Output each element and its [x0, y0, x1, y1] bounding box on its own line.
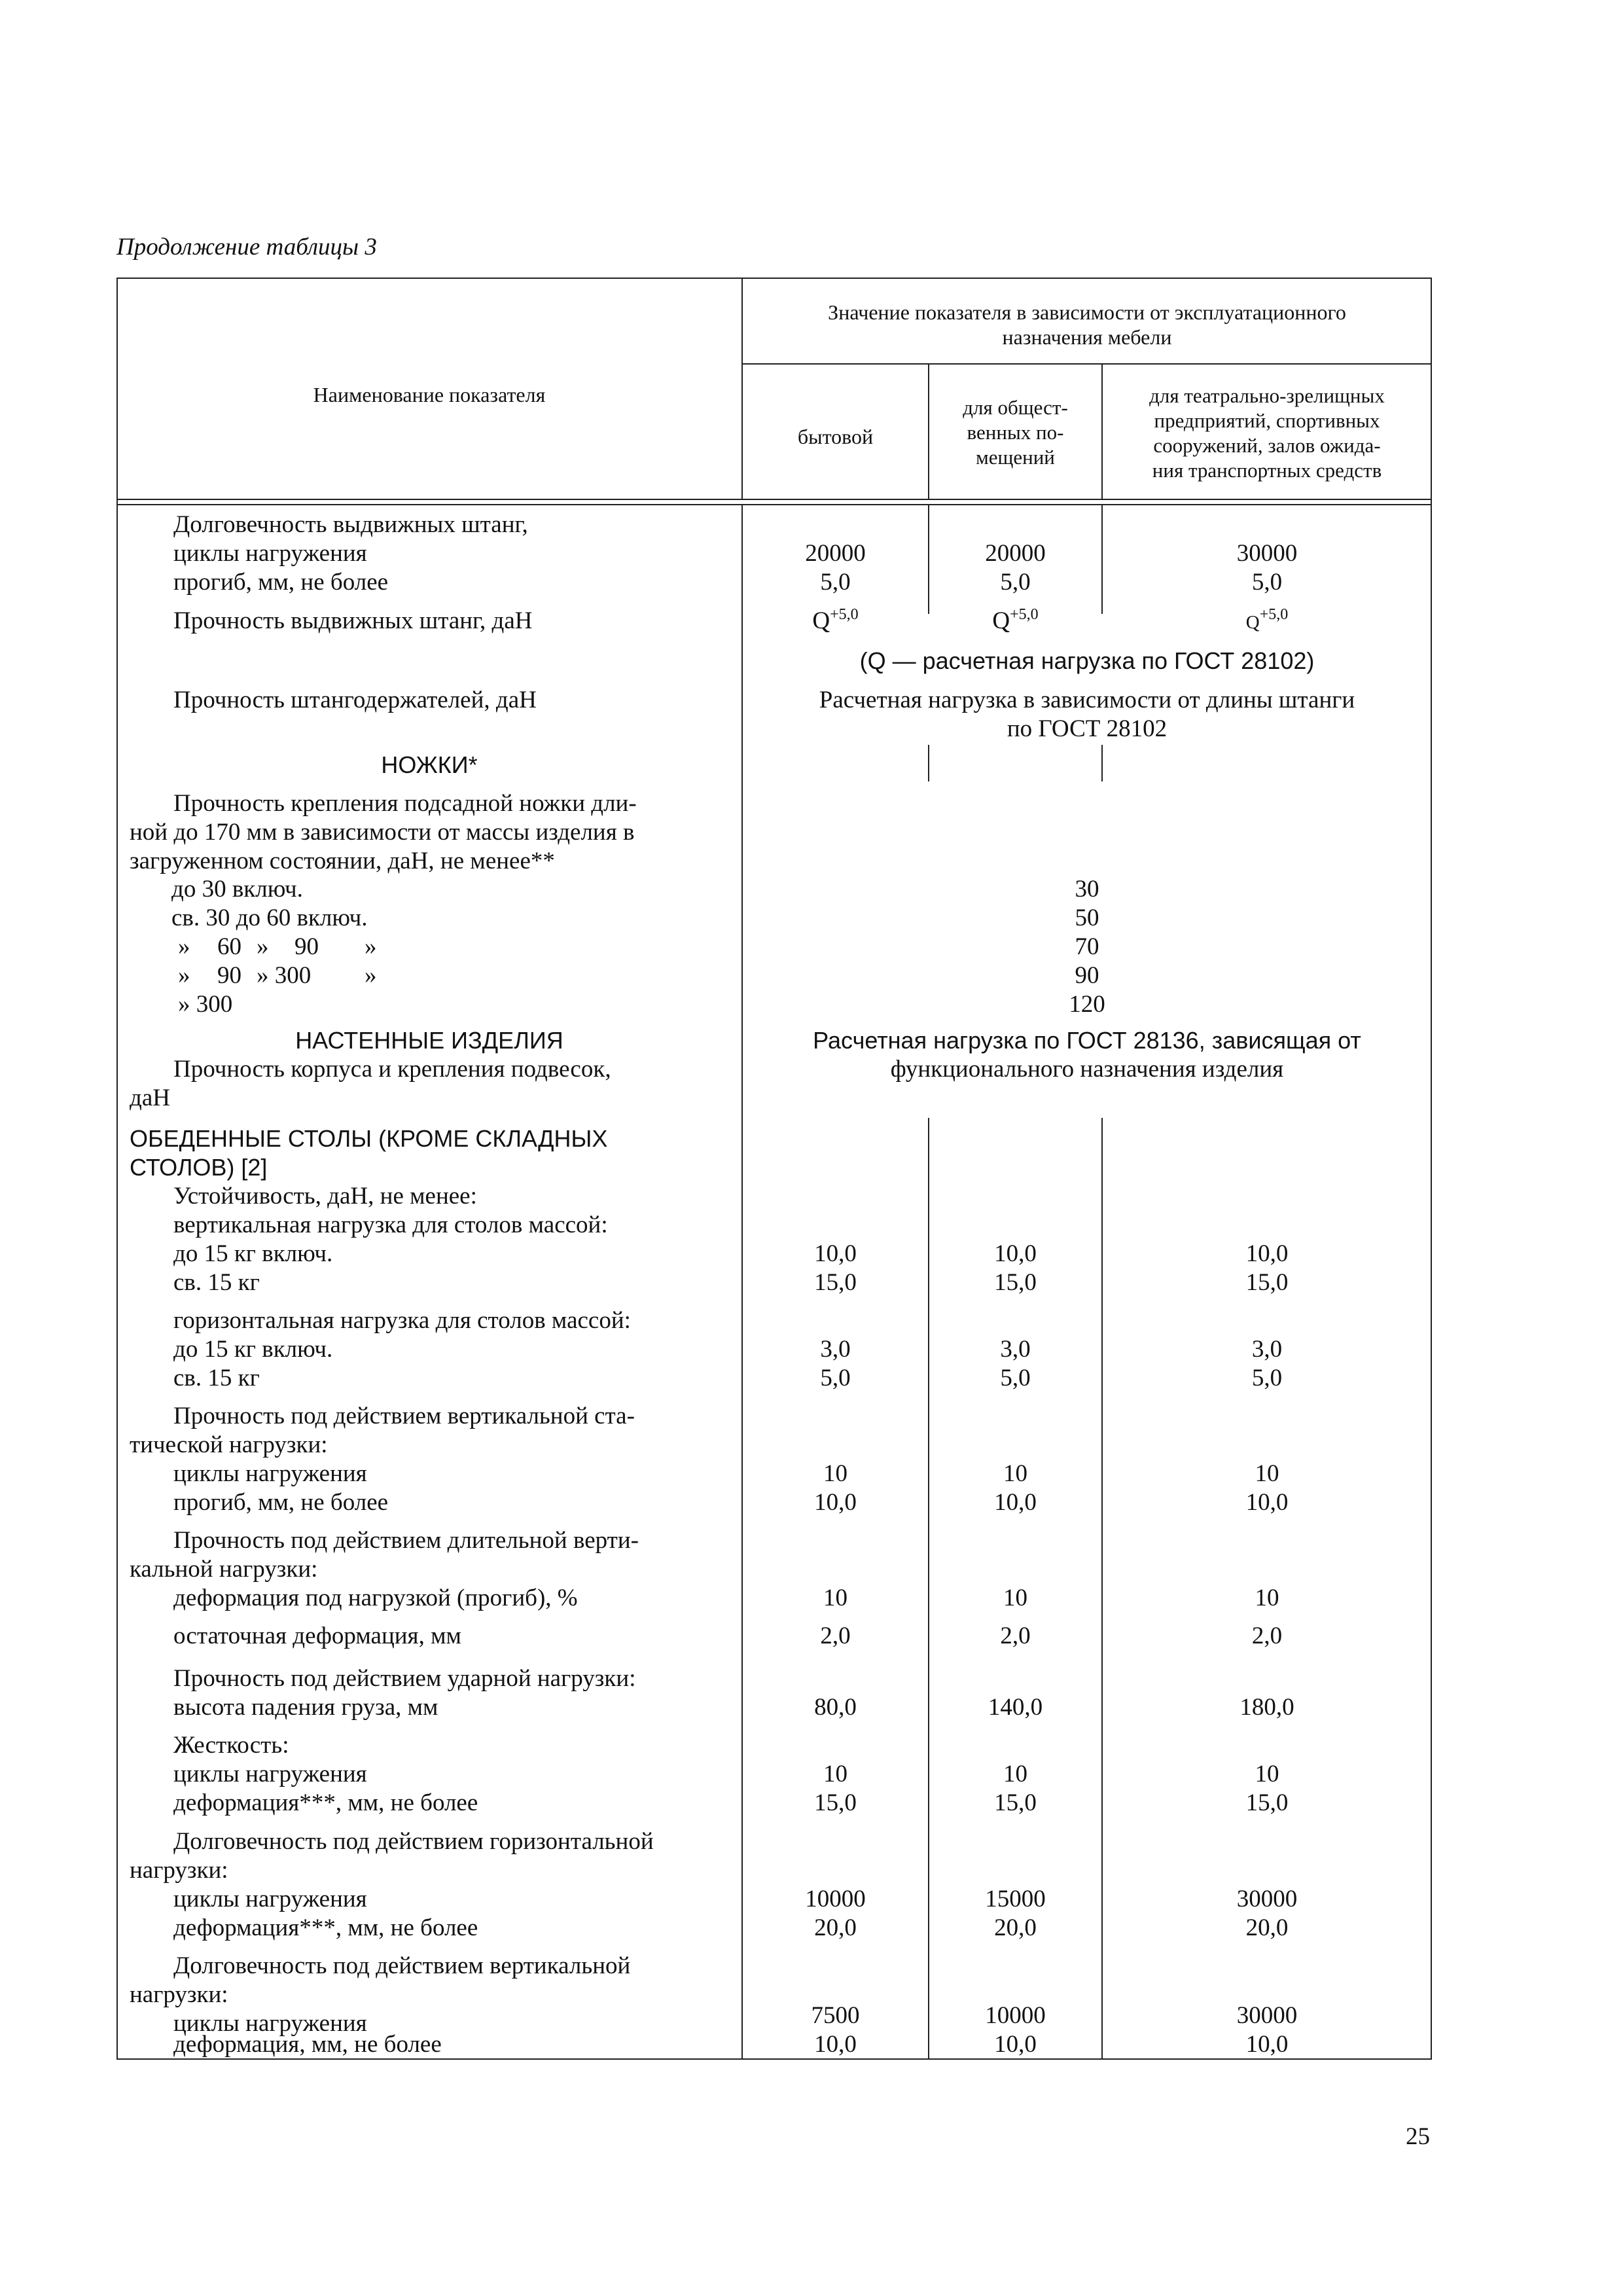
row-label: св. 15 кг	[173, 1269, 260, 1296]
cell: 10	[1003, 1460, 1027, 1487]
row-label: циклы нагружения	[173, 2010, 367, 2037]
cell: 2,0	[1000, 1623, 1031, 1649]
cell: 20,0	[814, 1914, 857, 1941]
row-label: циклы нагружения	[173, 540, 367, 567]
range-label: до 30 включ.	[171, 876, 303, 903]
cell: 10	[823, 1460, 847, 1487]
section-title: ОБЕДЕННЫЕ СТОЛЫ (КРОМЕ СКЛАДНЫХ	[130, 1125, 608, 1152]
body-divider-2-b	[928, 745, 929, 781]
cell: 10,0	[994, 2031, 1037, 2058]
row-label: прогиб, мм, не более	[173, 569, 389, 596]
cell: 10	[1255, 1585, 1279, 1611]
cell-span: 30	[1075, 876, 1099, 903]
cell: 10	[823, 1585, 847, 1611]
header-value-group: Значение показателя в зависимости от эксплуатационного назначения мебели	[828, 300, 1346, 349]
cell: 80,0	[814, 1694, 857, 1721]
cell: 2,0	[820, 1623, 851, 1649]
cell: 15,0	[994, 1269, 1037, 1296]
cell-span: по ГОСТ 28102	[1007, 715, 1168, 742]
range-label: »	[365, 933, 377, 960]
row-label: тической нагрузки:	[130, 1431, 328, 1458]
cell: 2,0	[1251, 1623, 1283, 1649]
range-label: »	[257, 933, 269, 960]
cell: 10,0	[814, 2031, 857, 2058]
row-label: Прочность корпуса и крепления подвесок,	[173, 1056, 611, 1083]
table-caption: Продолжение таблицы 3	[116, 234, 377, 260]
row-label: высота падения груза, мм	[173, 1694, 438, 1721]
row-label: Прочность выдвижных штанг, даН	[173, 607, 533, 634]
cell: 10000	[985, 2002, 1046, 2029]
row-label: деформация под нагрузкой (прогиб), %	[173, 1585, 578, 1611]
cell: 180,0	[1240, 1694, 1294, 1721]
row-label: Прочность под действием ударной нагрузки:	[173, 1665, 636, 1692]
cell: 10	[823, 1761, 847, 1787]
cell-span: 120	[1069, 991, 1105, 1018]
cell: 5,0	[1000, 569, 1031, 596]
row-label: Долговечность выдвижных штанг,	[173, 511, 528, 538]
cell: 10,0	[1245, 2031, 1289, 2058]
row-label: горизонтальная нагрузка для столов массой:	[173, 1307, 631, 1334]
row-label: даН	[130, 1085, 170, 1111]
range-label: »	[365, 962, 377, 989]
row-label: прогиб, мм, не более	[173, 1489, 389, 1516]
header-col-public: для общест- венных по- мещений	[963, 396, 1068, 469]
cell: 10	[1255, 1460, 1279, 1487]
cell: 10	[1003, 1585, 1027, 1611]
row-label: деформация, мм, не более	[173, 2031, 442, 2058]
cell: 140,0	[988, 1694, 1043, 1721]
section-title: СТОЛОВ) [2]	[130, 1154, 268, 1181]
range-label: св. 30 до 60 включ.	[171, 905, 368, 931]
cell: 15000	[985, 1886, 1046, 1912]
row-label: Устойчивость, даН, не менее:	[173, 1183, 477, 1210]
row-label: до 15 кг включ.	[173, 1240, 333, 1267]
row-label: кальной нагрузки:	[130, 1556, 318, 1583]
range-label: 90	[294, 933, 319, 960]
section-title: НОЖКИ*	[381, 751, 478, 778]
section-title: НАСТЕННЫЕ ИЗДЕЛИЯ	[295, 1027, 563, 1054]
row-label: деформация***, мм, не более	[173, 1789, 478, 1816]
range-label: 60	[217, 933, 241, 960]
cell: 5,0	[1251, 569, 1283, 596]
row-label: Долговечность под действием горизонтальной	[173, 1828, 654, 1855]
row-label: деформация***, мм, не более	[173, 1914, 478, 1941]
range-label: 90	[217, 962, 241, 989]
cell-span: функционального назначения изделия	[890, 1056, 1284, 1083]
row-label: Прочность штангодержателей, даН	[173, 687, 537, 713]
header-divider	[741, 363, 1431, 365]
cell: 7500	[811, 2002, 860, 2029]
row-label: циклы нагружения	[173, 1761, 367, 1787]
cell: 10,0	[1245, 1489, 1289, 1516]
cell: 5,0	[820, 1365, 851, 1391]
row-label: св. 15 кг	[173, 1365, 260, 1391]
cell-formula: $Q^{+5,0}$	[992, 606, 1039, 634]
cell: 20,0	[1245, 1914, 1289, 1941]
cell: 10,0	[994, 1489, 1037, 1516]
row-label: Прочность крепления подсадной ножки дли-	[173, 790, 637, 817]
page-number: 25	[1406, 2123, 1430, 2150]
cell: 3,0	[1251, 1336, 1283, 1363]
row-label: ной до 170 мм в зависимости от массы изделия в	[130, 819, 635, 846]
cell-span: Расчетная нагрузка в зависимости от длины штанги	[819, 687, 1355, 713]
cell: 15,0	[814, 1269, 857, 1296]
row-label: Прочность под действием вертикальной ста-	[173, 1403, 635, 1429]
cell: 15,0	[814, 1789, 857, 1816]
row-label: вертикальная нагрузка для столов массой:	[173, 1211, 608, 1238]
cell: 20000	[805, 540, 866, 567]
cell: 10,0	[994, 1240, 1037, 1267]
row-label: загруженном состоянии, даН, не менее**	[130, 848, 555, 874]
row-label: до 15 кг включ.	[173, 1336, 333, 1363]
q-note: (Q — расчетная нагрузка по ГОСТ 28102)	[859, 647, 1315, 674]
header-bottom-line-2	[116, 504, 1432, 505]
cell-formula: $Q^{+5,0}$	[812, 606, 859, 634]
row-label: Прочность под действием длительной верти-	[173, 1527, 639, 1554]
header-bottom-line-1	[116, 499, 1432, 500]
cell: 20,0	[994, 1914, 1037, 1941]
range-label: » 300	[178, 991, 233, 1018]
cell: 10,0	[814, 1489, 857, 1516]
row-label: остаточная деформация, мм	[173, 1623, 461, 1649]
cell: 10	[1003, 1761, 1027, 1787]
cell: 3,0	[1000, 1336, 1031, 1363]
cell: 15,0	[994, 1789, 1037, 1816]
body-divider-3-b	[1101, 745, 1103, 781]
cell: 3,0	[820, 1336, 851, 1363]
row-label: циклы нагружения	[173, 1886, 367, 1912]
row-label: Жесткость:	[173, 1732, 289, 1759]
header-name-col: Наименование показателя	[313, 383, 546, 406]
row-label: нагрузки:	[130, 1981, 228, 2008]
cell: 30000	[1236, 1886, 1298, 1912]
cell-span: 50	[1075, 905, 1099, 931]
cell-span: 90	[1075, 962, 1099, 989]
cell: 15,0	[1245, 1269, 1289, 1296]
cell: 30000	[1236, 540, 1298, 567]
header-col-household: бытовой	[797, 425, 874, 448]
row-label: циклы нагружения	[173, 1460, 367, 1487]
header-col-theatre: для театрально-зрелищных предприятий, спортивных сооружений, залов ожида- ния транспортных средств	[1149, 384, 1385, 482]
cell: 10,0	[1245, 1240, 1289, 1267]
cell: 5,0	[1251, 1365, 1283, 1391]
cell: 15,0	[1245, 1789, 1289, 1816]
cell-span: 70	[1075, 933, 1099, 960]
cell-formula: $Q^{+5,0}$	[1245, 606, 1289, 633]
cell: 20000	[985, 540, 1046, 567]
cell: 30000	[1236, 2002, 1298, 2029]
row-label: нагрузки:	[130, 1857, 228, 1884]
cell-span: Расчетная нагрузка по ГОСТ 28136, зависящая от	[813, 1027, 1361, 1054]
cell: 10,0	[814, 1240, 857, 1267]
cell: 5,0	[1000, 1365, 1031, 1391]
cell: 10000	[805, 1886, 866, 1912]
cell: 5,0	[820, 569, 851, 596]
row-label: Долговечность под действием вертикальной	[173, 1952, 631, 1979]
cell: 10	[1255, 1761, 1279, 1787]
range-label: »	[178, 962, 190, 989]
range-label: »	[178, 933, 190, 960]
range-label: » 300	[257, 962, 312, 989]
